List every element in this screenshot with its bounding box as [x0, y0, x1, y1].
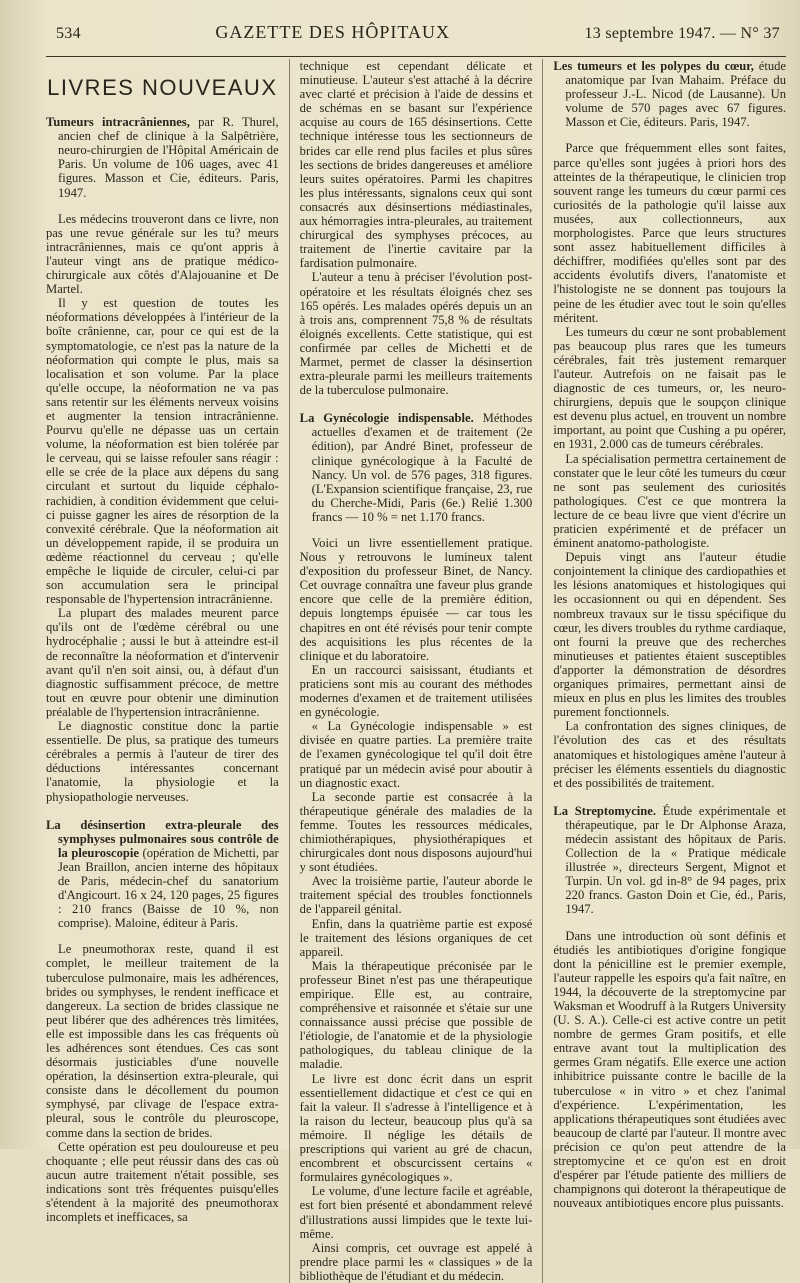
journal-title: GAZETTE DES HÔPITAUX: [215, 22, 450, 42]
review-reference: [46, 115, 279, 200]
paragraph: Les tumeurs du cœur ne sont probablement pas beaucoup plus rares que les tumeurs cérébrales, fait très justement remarquer l'auteur. Autrefois on ne faisait pas le diagnostic de ces tumeurs, or, les neuro-chirurgiens, depuis que le soupçon clinique est devenu plus actuel, en trouvent un nombre important, au point que Cushing a pu opérer, en 1931, 2.000 cas de tumeurs cérébrales.: [553, 324, 787, 452]
paragraph: Dans une introduction où sont définis et étudiés les antibiotiques d'origine fongique dont la pénicilline est le premier exemple, l'auteur rappelle les espoirs qu'a fait naître, en 1944, la découverte de la streptomycine par Waksman et Woodruff à la Rutgers University (U. S. A.). Celle-ci est active contre un petit nombre de germes Gram positifs, et elle entrave avant tout la multiplication des germes Gram négatifs. Elle exerce une action inhibitrice puissante contre le bacille de la tuberculose « in vitro » et chez l'animal d'expérience. L'expérimentation, les applications thérapeutiques sont étudiées avec beaucoup de clarté par l'auteur. Il montre avec précision ce qu'on peut attendre de la streptomycine et ce qu'on est en droit d'espérer par l'étude patiente des milliers de champignons qui doteront la thérapeutique de nouveaux antibiotiques encore plus puissants.: [553, 928, 787, 1211]
column-2: [300, 59, 533, 1283]
review-details: étude anatomique par Ivan Mahaim. Préface du professeur J.-L. Nicod (de Lausanne). Un volume de 570 pages avec 67 figures. Masson et Cie, éditeurs. Paris, 1947.: [565, 59, 787, 130]
issue-date: 13 septembre 1947. — N° 37: [584, 25, 780, 42]
header-rule: [46, 56, 786, 57]
paragraph: Cette opération est peu douloureuse et peu choquante ; elle peut réussir dans des cas où aucun autre traitement n'était possible, ses indications sont très fréquentes puisqu'elles s'étendent à la majorité des pneumothorax incomplets et inefficaces, sa: [46, 1139, 279, 1225]
paragraph: Le volume, d'une lecture facile et agréable, est fort bien présenté et abondamment relevé d'illustrations aussi limpides que le texte lui-même.: [299, 1184, 533, 1241]
review-details: Étude expérimentale et thérapeutique, par le Dr Alphonse Araza, médecin assistant des hôpitaux de Paris. Collection de la « Pratique médicale illustrée », directeurs Sergent, Mignot et Turpin. Un vol. gd in-8° de 94 pages, prix 220 francs. Gaston Doin et Cie, éd., Paris, 1947.: [565, 803, 787, 917]
column-divider: [542, 59, 543, 1283]
paragraph: Le livre est donc écrit dans un esprit essentiellement didactique et c'est ce qui en fait la valeur. Il s'adresse à l'intelligence et à la raison du lecteur, beaucoup plus qu'à sa mémoire. Il néglige les détails de prescriptions qui varient au gré de chacun, encombrent et obscurcissent certains « formulaires gynécologiques ».: [299, 1071, 533, 1185]
review-title: La désinsertion extra-pleurale des symphyses pulmonaires sous contrôle de la pleuroscopie: [46, 817, 279, 860]
paragraph: Avec la troisième partie, l'auteur aborde le traitement spécial des troubles fonctionnels de l'appareil génital.: [299, 874, 533, 917]
paragraph: technique est cependant délicate et minutieuse. L'auteur s'est attaché à la décrire avec clarté et précision à l'aide de dessins et de schémas en se basant sur l'expérience acquise au cours de 165 désinsertions. Cette technique intéresse tous les sectionneurs de brides car elle rend plus faciles et plus sûres les sections de brides dangereuses et améliore leurs suites opératoires. Parmi les chapitres les plus intéressants, signalons ceux qui sont consacrés aux désinsertions médiastinales, aux hémorragies intra-pleurales, au traitement chirurgical des symphyses précoces, au traitement de l'inertie cavitaire par la fardisation pulmonaire.: [299, 59, 533, 271]
paragraph: La seconde partie est consacrée à la thérapeutique générale des maladies de la femme. Toutes les ressources médicales, chimiothérapiques, physiothérapiques et chirurgicales dont nous disposons aujourd'hui y sont étudiées.: [299, 789, 533, 875]
section-title: LIVRES NOUVEAUX: [47, 75, 278, 100]
page-header: [46, 22, 786, 52]
columns: [46, 59, 786, 1283]
review-reference: [46, 818, 279, 931]
paragraph: L'auteur a tenu à préciser l'évolution post-opératoire et les résultats éloignés chez ses 165 opérés. Les malades opérés depuis un an à trois ans, comprennent 75,8 % de résultats éloignés excellents. Cette statistique, qui est confirmée par celles de Michetti et de Marmet, permet de classer la désinsertion extra-pleurale parmi les meilleurs traitements de la tuberculose pulmonaire.: [299, 270, 533, 398]
paragraph: Parce que fréquemment elles sont faites, parce qu'elles sont jugées à priori hors des atteintes de la thérapeutique, le clinicien trop souvent range les tumeurs du cœur parmi ces curiosités de la pathologie qu'il laisse aux musées, aux collectionneurs, aux morphologistes. Parce que leurs structures sont assez habituellement difficiles à déchiffrer, modifiées qu'elles sont par des accidents évolutifs divers, l'anatomiste et l'histologiste ne se donnent pas toujours la peine de les étudier avec tout le soin qu'elles méritent.: [553, 141, 787, 325]
column-3: [553, 59, 786, 1283]
review-details: Méthodes actuelles d'examen et de traitement (2e édition), par André Binet, professeur de clinique gynécologique à la Faculté de Nancy. Un vol. de 576 pages, 318 figures. (L'Expansion scientifique française, 23, rue du Cherche-Midi, Paris (6e.) Relié 1.300 francs — 10 % = net 1.170 francs.: [311, 411, 533, 524]
review-reference: [553, 804, 786, 917]
paragraph: Le pneumothorax reste, quand il est complet, le meilleur traitement de la tuberculose pulmonaire, mais les adhérences, brides ou symphyses, le rendent inefficace et dangereux. La section de brides classique ne peut libérer que des adhérences très limitées, elle est impossible dans les cas fréquents où les adhérences sont étendues. Ces cas sont désormais justiciables d'une nouvelle opération, la désinsertion extra-pleurale, qui consiste dans le décollement du poumon symphysé, par clivage de l'espace extra-pleural, sous le contrôle du pleuroscope, comme dans la section de brides.: [46, 942, 279, 1140]
paragraph: La confrontation des signes cliniques, de l'évolution des cas et des résultats anatomiques et histologiques amène l'auteur à préciser les éléments essentiels du diagnostic et des possibilités de traitement.: [553, 719, 787, 790]
review-title: La Streptomycine.: [553, 803, 657, 818]
paragraph: La spécialisation permettra certainement de constater que le leur côté les tumeurs du cœur ne sont pas seulement des curiosités pathologiques. C'est ce que montrera la lecture de ce beau livre que vient d'écrire un praticien expérimenté et de préfacer un éminent anatomo-pathologiste.: [553, 451, 787, 551]
review-title: La Gynécologie indispensable.: [299, 411, 474, 426]
page-number: 534: [56, 25, 81, 42]
paragraph: Voici un livre essentiellement pratique. Nous y retrouvons le lumineux talent d'exposition du professeur Binet, de Nancy. Cet ouvrage connaîtra une faveur plus grande encore que celle de la première édition, depuis longtemps épuisée — car tous les chapitres en ont été révisés pour tenir compte des acquisitions les plus récentes de la clinique et du laboratoire.: [299, 536, 533, 663]
paragraph: Mais la thérapeutique préconisée par le professeur Binet n'est pas une thérapeutique empirique. Elle est, au contraire, compréhensive et raisonnée et s'étaie sur une connaissance aussi précise que possible de l'étiologie, de l'anatomie et de la physiologie pathologiques, du tableau clinique de la maladie.: [299, 958, 533, 1072]
paragraph: En un raccourci saisissant, étudiants et praticiens sont mis au courant des méthodes modernes d'examen et de traitement utilisées en gynécologie.: [299, 662, 533, 720]
review-title: Tumeurs intracrâniennes,: [46, 115, 190, 130]
paragraph: La plupart des malades meurent parce qu'ils ont de l'œdème cérébral ou une hydrocéphalie ; aussi le but à atteindre est-il de reconnaître la néoformation et d'intervenir avant qu'il n'en soit ainsi, ou, à défaut d'un diagnostic suffisamment précoce, de mettre tout en œuvre pour obtenir une diminution préalable de l'hypertension intracrânienne.: [46, 606, 279, 719]
paragraph: « La Gynécologie indispensable » est divisée en quatre parties. La première traite de l'examen gynécologique tel qu'il doit être pratiqué par un médecin avisé pour aboutir à un diagnostic exact.: [299, 719, 533, 790]
paragraph: Ainsi compris, cet ouvrage est appelé à prendre place parmi les « classiques » de la bibliothèque de l'étudiant et du médecin.: [299, 1240, 533, 1283]
paragraph: Les médecins trouveront dans ce livre, non pas une revue générale sur les tu? meurs intracrâniennes, mais ce qu'ont appris à l'auteur vingt ans de pratique médico-chirurgicale aux côtés d'Alajouanine et De Martel.: [46, 211, 279, 297]
review-title: Les tumeurs et les polypes du cœur,: [553, 59, 754, 73]
paragraph: Il y est question de toutes les néoformations développées à l'intérieur de la boîte crânienne, car, pour ce qui est de la symptomatologie, ce n'est pas la nature de la néoformation qui compte le plus, mais sa localisation et son volume. Par la place qu'elle occupe, la néoformation ne va pas sans retentir sur les éléments nerveux voisins et augmenter la tension intracrânienne. Pourvu qu'elle ne dépasse uas un certain volume, la néoformation est bien tolérée par le cerveau, qui se laisse refouler sans réagir : elle se crée de la place aux dépens du sang circulant et surtout du liquide céphalo-rachidien, à condition évidemment que celui-ci puisse gagner les aires de résorption de la convexité cérébrale. Que la néoformation ait un développement rapide, il se produira un œdème réactionnel du cerveau ; qu'elle empêche le liquide de circuler, celui-ci par son accumulation sera le principal responsable de l'hypertension intracrânienne.: [46, 296, 279, 607]
column-1: [46, 59, 279, 1283]
paragraph: Le diagnostic constitue donc la partie essentielle. De plus, sa pratique des tumeurs cérébrales a permis à l'auteur de tirer des déductions intéressantes concernant l'anatomie, la physiologie et la physiopathologie nerveuses.: [46, 719, 279, 804]
paragraph: Depuis vingt ans l'auteur étudie conjointement la clinique des cardiopathies et les lésions anatomiques et histologiques qui les occasionnent ou qui en dépendent. Ses nombreux travaux sur le tissu spécifique du cœur, les divers troubles du rythme cardiaque, ont fourni la preuve que des recherches minutieuses et patientes étaient susceptibles d'apporter la démonstration de désordres organiques primaires, permettant ainsi de mieux en plus en plus les limites des troubles purement fonctionnels.: [553, 550, 787, 720]
review-details: (opération de Michetti, par Jean Braillon, ancien interne des hôpitaux de Paris, médecin-chef du sanatorium d'Angicourt. 16 x 24, 120 pages, 25 figures : 210 francs (Baisse de 10 %, non comprise). Maloine, éditeur à Paris.: [58, 845, 279, 931]
review-details: par R. Thurel, ancien chef de clinique à la Salpêtrière, neuro-chirurgien de l'Hôpital Américain de Paris. Un volume de 106 uages, avec 41 figures. Masson et Cie, éditeurs. Paris, 1947.: [58, 115, 279, 200]
review-reference: [300, 411, 533, 524]
review-reference: [553, 59, 786, 129]
paragraph: Enfin, dans la quatrième partie est exposé le traitement des lésions organiques de cet appareil.: [299, 916, 533, 959]
column-divider: [289, 59, 290, 1283]
